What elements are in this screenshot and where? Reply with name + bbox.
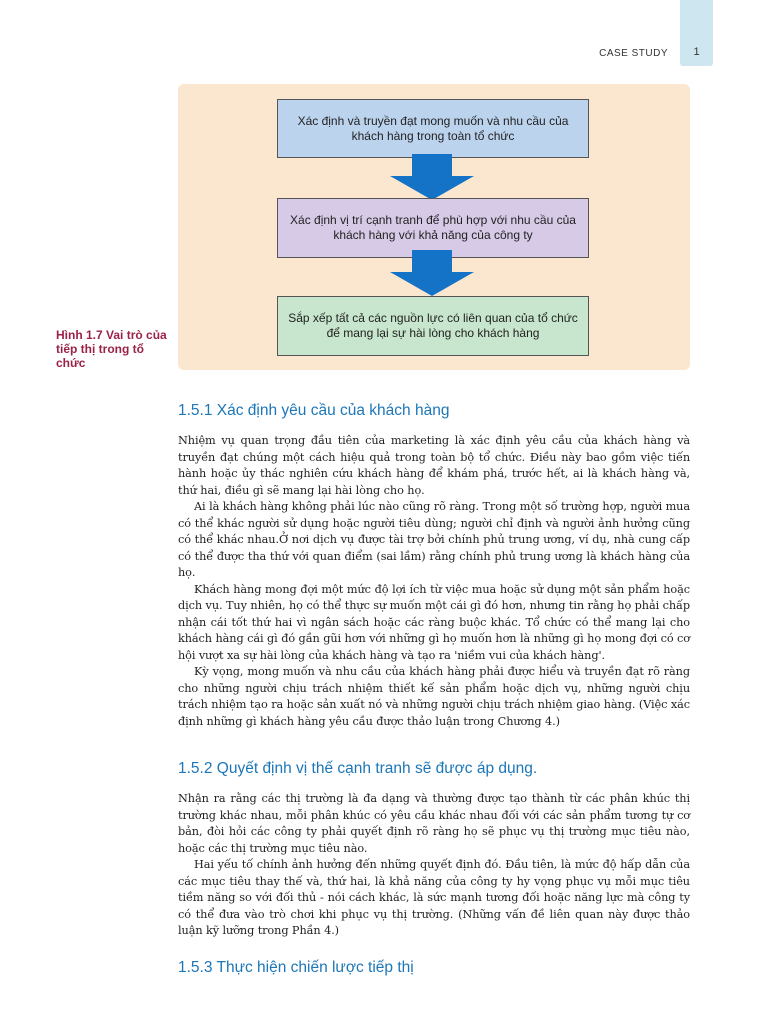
flow-box-label: Xác định vị trí cạnh tranh để phù hợp với nhu cầu của khách hàng với khả năng của công ty	[290, 213, 576, 242]
running-title: CASE STUDY	[599, 48, 668, 59]
flow-box-label: Xác định và truyền đạt mong muốn và nhu cầu của khách hàng trong toàn tổ chức	[297, 113, 569, 143]
section-body	[178, 791, 690, 940]
page-number: 1	[693, 46, 700, 58]
section-body	[178, 433, 690, 730]
flow-box-label: Sắp xếp tất cả các nguồn lực có liên quan của tổ chức để mang lại sự hài lòng cho khách hàng	[288, 311, 578, 340]
flow-box-align-resources	[277, 296, 589, 356]
section-heading: 1.5.2 Quyết định vị thế cạnh tranh sẽ được áp dụng.	[178, 760, 538, 777]
paragraph: Ai là khách hàng không phải lúc nào cũng rõ ràng. Trong một số trường hợp, người mua có thể khác người sử dụng hoặc người tiêu dùng; người chỉ định và người ảnh hưởng cũng có thể khác nhau.Ở nơi dịch vụ được tài trợ bởi chính phủ trung ương, ví dụ, nhà cung cấp có thể được tha thứ với quan điểm (sai lầm) rằng chính phủ trung ương là khách hàng của họ.	[178, 500, 690, 579]
figure-caption: Hình 1.7 Vai trò của tiếp thị trong tổ chức	[56, 328, 167, 370]
flow-box-competitive-position	[277, 198, 589, 258]
paragraph: Nhận ra rằng các thị trường là đa dạng và thường được tạo thành từ các phân khúc thị trường khác nhau, mỗi phân khúc có yêu cầu khác nhau đối với các sản phẩm tương tự cơ bản, đòi hỏi các công ty phải quyết định rõ ràng họ sẽ phục vụ thị trường mục tiêu nào, hoặc các thị trường mục tiêu nào.	[178, 792, 690, 855]
down-arrow-icon	[390, 250, 474, 296]
paragraph: Hai yếu tố chính ảnh hưởng đến những quyết định đó. Đầu tiên, là mức độ hấp dẫn của các mục tiêu thay thế và, thứ hai, là khả năng của công ty hy vọng phục vụ mỗi mục tiêu tiềm năng so với đối thủ - nói cách khác, là sức mạnh tương đối hoặc năng lực mà công ty có thể đưa vào trò chơi khi phục vụ thị trường. (Những vấn đề liên quan này được thảo luận kỹ lưỡng trong Phần 4.)	[178, 858, 690, 937]
paragraph: Nhiệm vụ quan trọng đầu tiên của marketing là xác định yêu cầu của khách hàng và truyền đạt chúng một cách hiệu quả trong toàn bộ tổ chức. Điều này bao gồm việc tiến hành hoặc ủy thác nghiên cứu khách hàng để khám phá, trước hết, ai là khách hàng và, thứ hai, điều gì sẽ mang lại hài lòng cho họ.	[178, 434, 690, 497]
page-number-tab	[680, 0, 713, 66]
paragraph: Kỳ vọng, mong muốn và nhu cầu của khách hàng phải được hiểu và truyền đạt rõ ràng cho những người chịu trách nhiệm thiết kế sản phẩm hoặc dịch vụ, những người chịu trách nhiệm tạo ra hoặc sản xuất nó và những người chịu trách nhiệm giao hàng. (Việc xác định những gì khách hàng yêu cầu được thảo luận trong Chương 4.)	[178, 665, 690, 728]
section-heading: 1.5.1 Xác định yêu cầu của khách hàng	[178, 402, 450, 419]
paragraph: Khách hàng mong đợi một mức độ lợi ích từ việc mua hoặc sử dụng một sản phẩm hoặc dịch vụ. Tuy nhiên, họ có thể thực sự muốn một cái gì đó hơn, nhưng tin rằng họ phải chấp nhận cái tốt thứ hai vì ngân sách hoặc các ràng buộc khác. Tổ chức có thể mang lại cho khách hàng cái gì đó gần gũi hơn với những gì họ muốn hơn là những gì họ mong đợi có cơ hội vượt xa sự hài lòng của khách hàng và tạo ra 'niềm vui của khách hàng'.	[178, 582, 690, 662]
section-heading: 1.5.3 Thực hiện chiến lược tiếp thị	[178, 959, 414, 976]
down-arrow-icon	[390, 154, 474, 200]
flow-box-identify-needs	[277, 99, 589, 158]
